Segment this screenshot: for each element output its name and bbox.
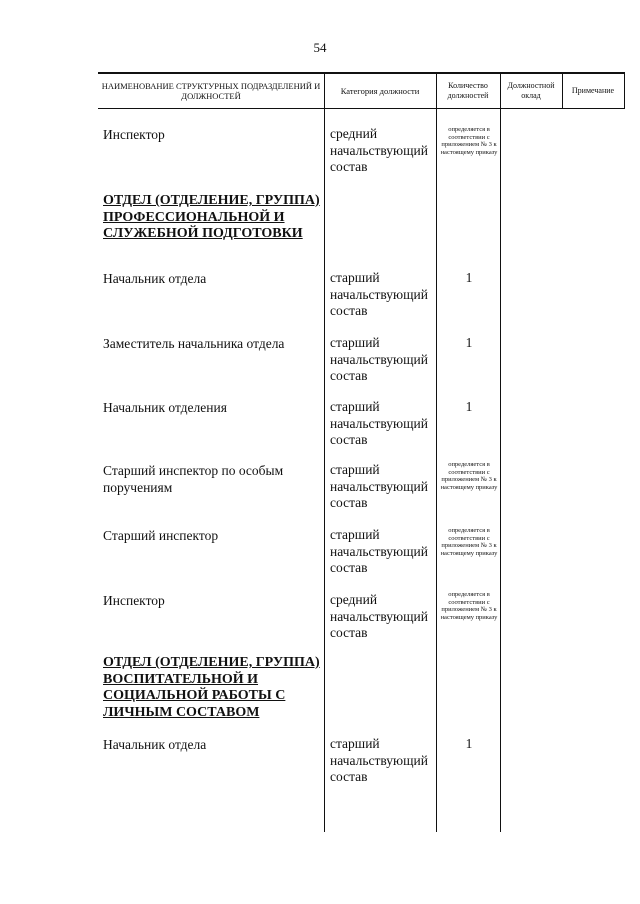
row-category: средний начальствующий состав <box>330 126 428 174</box>
column-divider <box>436 72 437 832</box>
row-note: определяется в соответствии с приложением № 3 к настоящему приказу <box>440 126 498 156</box>
row-category: старший начальствующий состав <box>330 462 428 510</box>
row-category: старший начальствующий состав <box>330 399 428 447</box>
row-count: 1 <box>465 399 473 414</box>
header-category: Категория должности <box>340 86 420 96</box>
row-count: 1 <box>465 335 473 350</box>
page-number: 54 <box>313 40 327 55</box>
row-category: старший начальствующий состав <box>330 270 428 318</box>
row-name: Начальник отдела <box>103 737 207 752</box>
row-note: определяется в соответствии с приложением № 3 к настоящему приказу <box>440 461 498 491</box>
row-name: Старший инспектор по особым поручениям <box>103 463 284 495</box>
row-name: Заместитель начальника отдела <box>103 336 285 351</box>
row-count: 1 <box>465 270 473 285</box>
row-category: старший начальствующий состав <box>330 736 428 784</box>
header-count: Количество должностей <box>447 81 489 100</box>
column-divider <box>624 72 625 109</box>
column-divider <box>500 72 501 832</box>
row-name: Старший инспектор <box>103 528 219 543</box>
row-category: старший начальствующий состав <box>330 527 428 575</box>
header-name: НАИМЕНОВАНИЕ СТРУКТУРНЫХ ПОДРАЗДЕЛЕНИЙ И ДОЛЖНОСТЕЙ <box>101 81 321 101</box>
section-title: ОТДЕЛ (ОТДЕЛЕНИЕ, ГРУППА) ВОСПИТАТЕЛЬНОЙ И СОЦИАЛЬНОЙ РАБОТЫ С ЛИЧНЫМ СОСТАВОМ <box>103 655 320 720</box>
row-name: Начальник отделения <box>103 400 227 415</box>
table-top-border <box>98 72 624 74</box>
row-note: определяется в соответствии с приложением № 3 к настоящему приказу <box>440 591 498 621</box>
row-name: Инспектор <box>103 593 165 608</box>
row-category: средний начальствующий состав <box>330 592 428 640</box>
row-category: старший начальствующий состав <box>330 335 428 383</box>
row-count: 1 <box>465 736 473 751</box>
row-name: Начальник отдела <box>103 271 207 286</box>
row-note: определяется в соответствии с приложением № 3 к настоящему приказу <box>440 527 498 557</box>
row-name: Инспектор <box>103 127 165 142</box>
header-salary: Должностной оклад <box>507 81 555 100</box>
header-bottom-border <box>98 108 624 109</box>
header-note: Примечание <box>571 86 615 95</box>
section-title: ОТДЕЛ (ОТДЕЛЕНИЕ, ГРУППА) ПРОФЕССИОНАЛЬНОЙ И СЛУЖЕБНОЙ ПОДГОТОВКИ <box>103 193 320 241</box>
